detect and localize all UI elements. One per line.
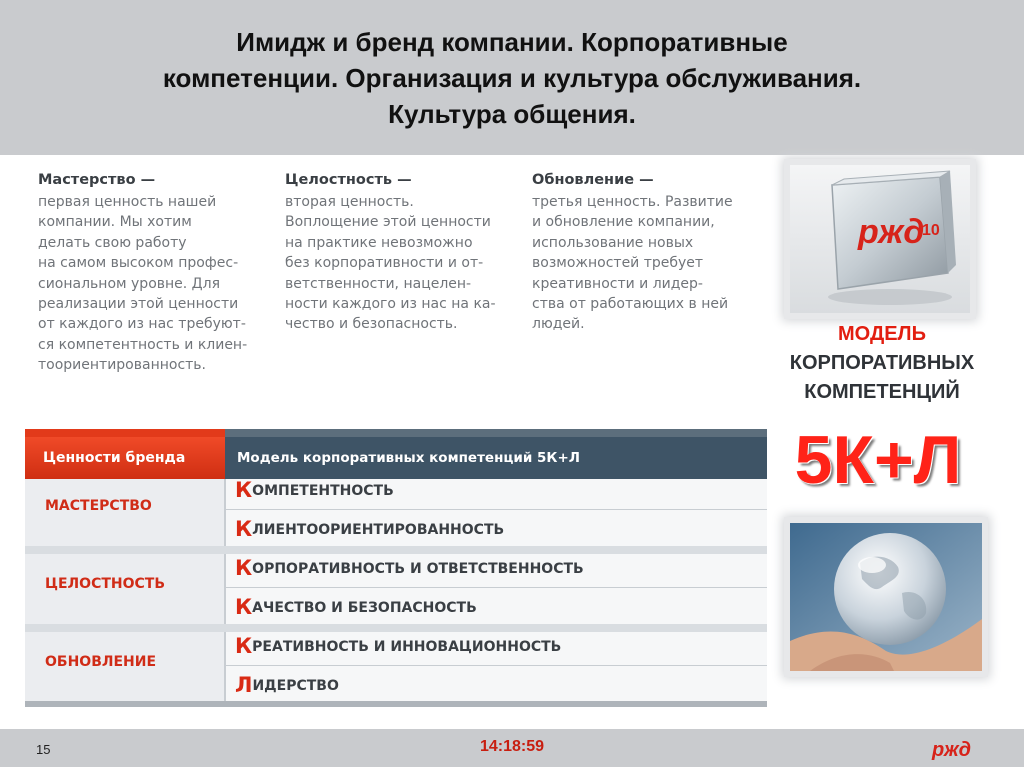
competency-initial: К <box>235 634 253 658</box>
group-label-renewal: ОБНОВЛЕНИЕ <box>45 654 157 670</box>
value-integrity <box>285 172 517 335</box>
title-band <box>0 0 1024 155</box>
clock-time: 14:18:59 <box>479 738 545 755</box>
competency-name: ЛИЕНТООРИЕНТИРОВАННОСТЬ <box>252 522 505 538</box>
value-line: Воплощение этой ценности <box>285 214 491 231</box>
value-text <box>285 192 517 335</box>
value-line: вторая ценность. <box>285 194 414 210</box>
competency-name: ОМПЕТЕНТНОСТЬ <box>252 483 394 499</box>
value-mastery <box>38 172 270 376</box>
value-line: делать свою работу <box>38 234 187 251</box>
value-heading: Целостность — <box>285 172 412 188</box>
value-line: ся компетентность и клиен- <box>38 336 248 353</box>
value-line: третья ценность. Развитие <box>532 194 733 210</box>
competency-row <box>235 628 755 658</box>
value-line: без корпоративности и от- <box>285 255 484 272</box>
title-line: Имидж и бренд компании. Корпоративные <box>236 26 788 57</box>
value-line: первая ценность нашей <box>38 194 217 210</box>
table-header-model: Модель корпоративных компетенций 5К+Л <box>225 437 767 479</box>
value-text <box>38 192 270 376</box>
value-line: ветственности, нацелен- <box>285 275 472 292</box>
page-number: 15 <box>36 742 51 757</box>
title-line: Культура общения. <box>388 98 636 129</box>
value-line: возможностей требует <box>532 255 704 272</box>
model-formula: 5К+Л <box>794 422 962 498</box>
glass-award-image <box>790 165 970 313</box>
title-line: компетенции. Организация и культура обслуживания. <box>162 62 862 93</box>
value-line: чество и безопасность. <box>285 316 458 333</box>
group-label-integrity: ЦЕЛОСТНОСТЬ <box>45 576 166 592</box>
competency-name: АЧЕСТВО И БЕЗОПАСНОСТЬ <box>252 600 477 616</box>
globe-image <box>790 523 982 671</box>
value-line: и обновление компании, <box>532 214 715 231</box>
model-caption <box>760 320 1004 407</box>
competency-name: РЕАТИВНОСТЬ И ИННОВАЦИОННОСТЬ <box>252 639 562 655</box>
footer-bar <box>0 729 1024 767</box>
globe-in-hands-icon <box>790 523 982 671</box>
value-heading: Обновление — <box>532 172 654 188</box>
competency-initial: К <box>235 595 253 619</box>
value-line: компании. Мы хотим <box>38 214 192 231</box>
value-line: от каждого из нас требуют- <box>38 316 246 333</box>
svg-text:ржд: ржд <box>858 213 925 251</box>
values-section <box>38 172 758 402</box>
model-caption-line: КОМПЕТЕНЦИЙ <box>804 381 960 403</box>
row-divider <box>225 587 767 588</box>
competency-initial: К <box>235 517 253 541</box>
value-line: ности каждого из нас на ка- <box>285 296 496 313</box>
competency-row <box>235 667 755 697</box>
value-line: ства от работающих в ней <box>532 296 729 313</box>
value-text <box>532 192 764 335</box>
value-heading: Мастерство — <box>38 172 156 188</box>
competency-row <box>235 511 755 541</box>
table-shadow <box>25 701 767 707</box>
slide-title <box>32 24 992 132</box>
value-line: людей. <box>532 316 585 333</box>
value-line: использование новых <box>532 234 694 251</box>
competency-row <box>235 550 755 580</box>
competency-table <box>25 425 767 707</box>
competency-initial: К <box>235 556 253 580</box>
row-divider <box>225 665 767 666</box>
value-line: на самом высоком профес- <box>38 255 239 272</box>
competency-row <box>235 589 755 619</box>
svg-text:10: 10 <box>922 222 940 239</box>
rzd-glass-award-icon <box>790 165 970 313</box>
table-header-values: Ценности бренда <box>25 437 225 479</box>
column-divider <box>224 479 226 707</box>
competency-initial: Л <box>235 673 253 697</box>
competency-name: ИДЕРСТВО <box>252 678 339 694</box>
competency-name: ОРПОРАТИВНОСТЬ И ОТВЕТСТВЕННОСТЬ <box>252 561 584 577</box>
value-line: реализации этой ценности <box>38 296 239 313</box>
value-renewal <box>532 172 764 335</box>
model-caption-line: КОРПОРАТИВНЫХ <box>789 352 975 374</box>
value-line: сиональном уровне. Для <box>38 275 220 292</box>
model-caption-line: МОДЕЛЬ <box>838 323 926 345</box>
value-line: тоориентированность. <box>38 357 206 374</box>
value-line: креативности и лидер- <box>532 275 703 292</box>
competency-initial: К <box>235 478 253 502</box>
value-line: на практике невозможно <box>285 234 473 251</box>
group-label-mastery: МАСТЕРСТВО <box>45 498 152 514</box>
rzd-logo-icon <box>928 737 980 761</box>
svg-text:ржд: ржд <box>932 739 972 761</box>
competency-row <box>235 472 755 502</box>
row-divider <box>225 509 767 510</box>
